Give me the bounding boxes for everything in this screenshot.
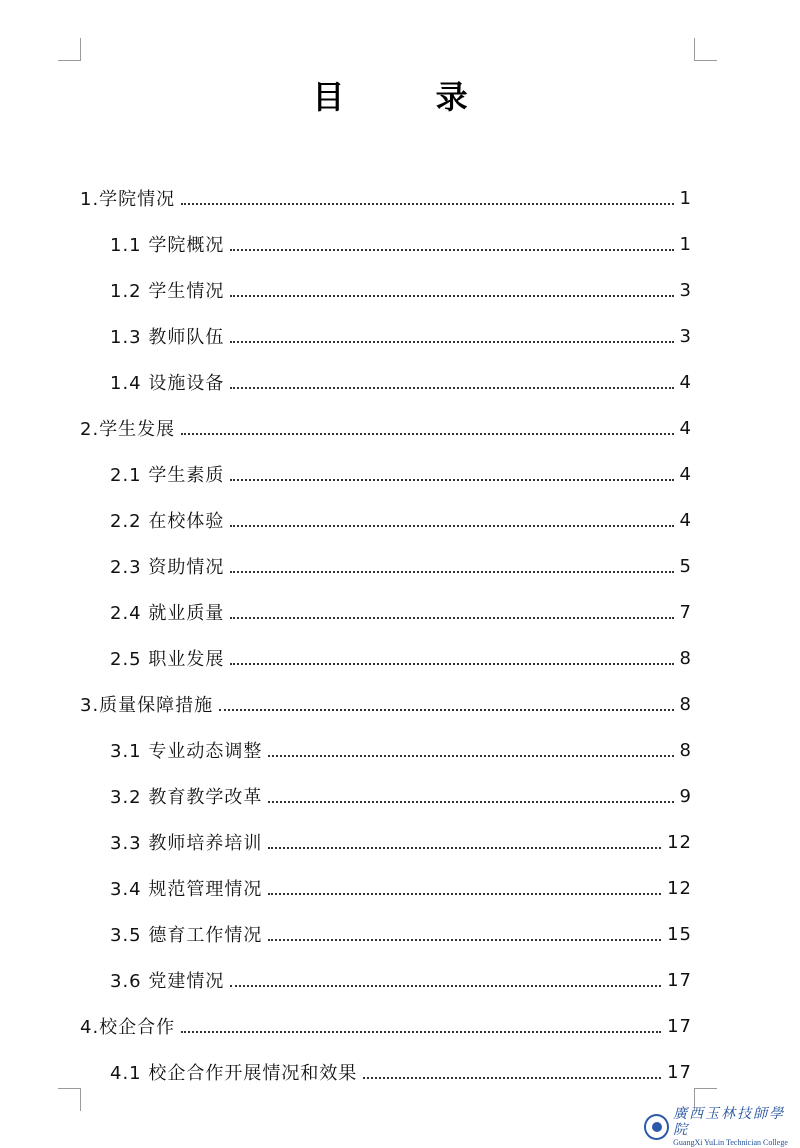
- toc-entry-label: 2.1 学生素质: [110, 465, 225, 486]
- toc-entry-page-number: 7: [679, 601, 692, 623]
- toc-entry-label: 3.3 教师培养培训: [110, 833, 263, 854]
- logo-name-cn: 廣西玉林技師學院: [673, 1106, 786, 1138]
- toc-entry-page-number: 4: [679, 463, 692, 485]
- toc-entry[interactable]: [80, 1003, 692, 1049]
- toc-entry-label: 4.1 校企合作开展情况和效果: [110, 1063, 358, 1084]
- toc-entry[interactable]: [80, 865, 692, 911]
- toc-entry[interactable]: [80, 175, 692, 221]
- toc-leader-dots: [230, 479, 673, 481]
- table-of-contents: [80, 175, 692, 1095]
- toc-leader-dots: [181, 433, 673, 435]
- toc-leader-dots: [219, 709, 673, 711]
- toc-entry[interactable]: [80, 313, 692, 359]
- toc-entry-label: 1.4 设施设备: [110, 373, 225, 394]
- toc-entry-page-number: 8: [679, 739, 692, 761]
- toc-entry-page-number: 4: [679, 417, 692, 439]
- toc-entry-label: 2.5 职业发展: [110, 649, 225, 670]
- toc-entry-page-number: 17: [667, 1015, 692, 1037]
- toc-leader-dots: [230, 341, 673, 343]
- toc-entry-page-number: 9: [679, 785, 692, 807]
- toc-leader-dots: [230, 663, 673, 665]
- toc-leader-dots: [230, 617, 673, 619]
- toc-leader-dots: [363, 1077, 661, 1079]
- toc-entry-page-number: 12: [667, 877, 692, 899]
- toc-entry-page-number: 4: [679, 371, 692, 393]
- toc-entry-page-number: 17: [667, 1061, 692, 1083]
- toc-entry[interactable]: [80, 497, 692, 543]
- toc-entry[interactable]: [80, 957, 692, 1003]
- toc-leader-dots: [230, 571, 673, 573]
- toc-entry[interactable]: [80, 681, 692, 727]
- toc-entry-page-number: 15: [667, 923, 692, 945]
- toc-entry[interactable]: [80, 589, 692, 635]
- toc-entry[interactable]: [80, 1049, 692, 1095]
- toc-leader-dots: [230, 985, 661, 987]
- toc-entry[interactable]: [80, 635, 692, 681]
- toc-entry-label: 2.学生发展: [80, 419, 176, 440]
- toc-leader-dots: [181, 203, 673, 205]
- college-logo: [644, 1106, 796, 1147]
- toc-entry-page-number: 3: [679, 279, 692, 301]
- toc-leader-dots: [230, 249, 673, 251]
- toc-entry[interactable]: [80, 221, 692, 267]
- toc-leader-dots: [268, 893, 661, 895]
- toc-entry-label: 1.3 教师队伍: [110, 327, 225, 348]
- crop-mark-top-left: [58, 38, 81, 61]
- toc-entry-label: 1.1 学院概况: [110, 235, 225, 256]
- toc-entry-label: 3.2 教育教学改革: [110, 787, 263, 808]
- toc-entry-page-number: 1: [679, 233, 692, 255]
- toc-entry-label: 4.校企合作: [80, 1017, 176, 1038]
- toc-entry-label: 3.6 党建情况: [110, 971, 225, 992]
- crop-mark-bottom-left: [58, 1088, 81, 1111]
- toc-entry-label: 1.学院情况: [80, 189, 176, 210]
- toc-leader-dots: [230, 295, 673, 297]
- toc-entry-page-number: 3: [679, 325, 692, 347]
- toc-entry-page-number: 1: [679, 187, 692, 209]
- toc-entry[interactable]: [80, 727, 692, 773]
- toc-leader-dots: [268, 847, 661, 849]
- toc-entry[interactable]: [80, 911, 692, 957]
- toc-leader-dots: [230, 525, 673, 527]
- toc-entry-page-number: 8: [679, 693, 692, 715]
- toc-entry[interactable]: [80, 773, 692, 819]
- toc-entry-page-number: 17: [667, 969, 692, 991]
- toc-entry-label: 3.质量保障措施: [80, 695, 214, 716]
- toc-entry[interactable]: [80, 267, 692, 313]
- toc-entry-label: 3.5 德育工作情况: [110, 925, 263, 946]
- toc-leader-dots: [268, 755, 673, 757]
- toc-leader-dots: [268, 939, 661, 941]
- toc-leader-dots: [181, 1031, 661, 1033]
- toc-entry[interactable]: [80, 543, 692, 589]
- toc-entry-label: 2.3 资助情况: [110, 557, 225, 578]
- toc-entry-page-number: 5: [679, 555, 692, 577]
- toc-leader-dots: [268, 801, 673, 803]
- toc-entry-page-number: 8: [679, 647, 692, 669]
- toc-entry-page-number: 4: [679, 509, 692, 531]
- toc-entry[interactable]: [80, 405, 692, 451]
- college-emblem-icon: [644, 1114, 669, 1140]
- toc-entry-page-number: 12: [667, 831, 692, 853]
- toc-entry[interactable]: [80, 359, 692, 405]
- toc-leader-dots: [230, 387, 673, 389]
- toc-entry[interactable]: [80, 451, 692, 497]
- toc-entry-label: 2.2 在校体验: [110, 511, 225, 532]
- toc-entry-label: 3.4 规范管理情况: [110, 879, 263, 900]
- logo-name-en: GuangXi YuLin Technician College: [673, 1138, 788, 1147]
- toc-entry-label: 2.4 就业质量: [110, 603, 225, 624]
- toc-entry-label: 1.2 学生情况: [110, 281, 225, 302]
- crop-mark-top-right: [694, 38, 717, 61]
- toc-entry[interactable]: [80, 819, 692, 865]
- page-title: 目 录: [312, 78, 508, 116]
- toc-entry-label: 3.1 专业动态调整: [110, 741, 263, 762]
